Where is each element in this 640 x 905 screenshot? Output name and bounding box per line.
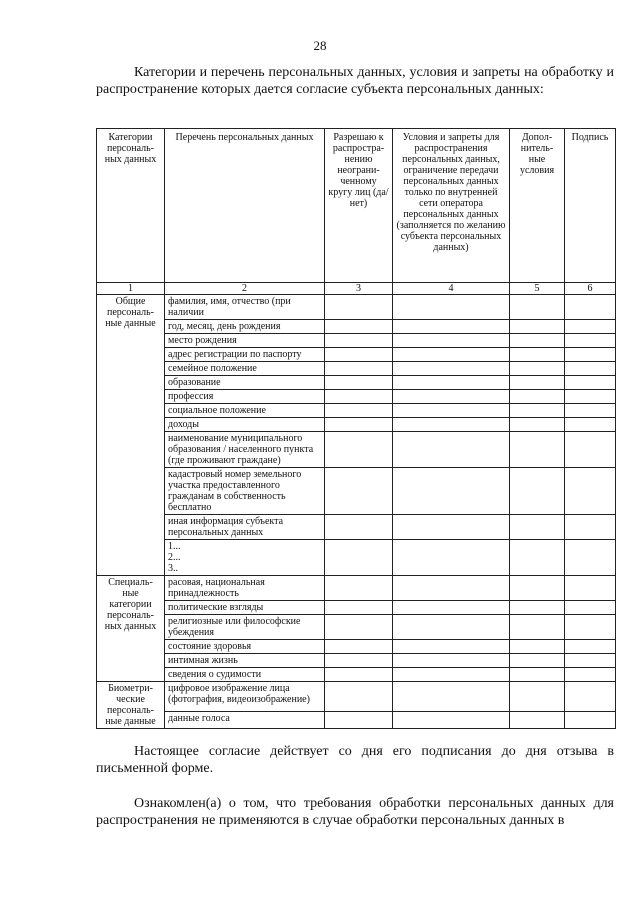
conditions-cell[interactable] (393, 362, 510, 376)
data-item-cell: сведения о судимости (165, 668, 325, 682)
additional-cell[interactable] (510, 615, 565, 640)
additional-cell[interactable] (510, 404, 565, 418)
data-item-cell: иная информация субъекта персональных данных (165, 515, 325, 540)
conditions-cell[interactable] (393, 682, 510, 712)
data-item-cell: доходы (165, 418, 325, 432)
data-item-cell: образование (165, 376, 325, 390)
header-permission: Разрешаю к распростра-нению неограни-ченному кругу лиц (да/нет) (325, 129, 393, 283)
header-additional: Допол-нитель-ные условия (510, 129, 565, 283)
signature-cell[interactable] (565, 540, 616, 576)
conditions-cell[interactable] (393, 576, 510, 601)
signature-cell[interactable] (565, 576, 616, 601)
permission-cell[interactable] (325, 540, 393, 576)
conditions-cell[interactable] (393, 418, 510, 432)
permission-cell[interactable] (325, 668, 393, 682)
table-row (97, 540, 616, 576)
conditions-cell[interactable] (393, 654, 510, 668)
conditions-cell[interactable] (393, 432, 510, 468)
table-row (97, 432, 616, 468)
signature-cell[interactable] (565, 601, 616, 615)
conditions-cell[interactable] (393, 404, 510, 418)
data-item-cell: интимная жизнь (165, 654, 325, 668)
column-number: 3 (325, 283, 393, 295)
signature-cell[interactable] (565, 404, 616, 418)
permission-cell[interactable] (325, 712, 393, 729)
permission-cell[interactable] (325, 432, 393, 468)
category-cell: Биометри-ческие персональ-ные данные (97, 682, 165, 729)
table-row (97, 668, 616, 682)
additional-cell[interactable] (510, 334, 565, 348)
data-item-cell: профессия (165, 390, 325, 404)
permission-cell[interactable] (325, 418, 393, 432)
permission-cell[interactable] (325, 654, 393, 668)
additional-cell[interactable] (510, 390, 565, 404)
permission-cell[interactable] (325, 348, 393, 362)
header-signature: Подпись (565, 129, 616, 283)
column-number: 1 (97, 283, 165, 295)
signature-cell[interactable] (565, 515, 616, 540)
table-row (97, 418, 616, 432)
column-number: 5 (510, 283, 565, 295)
table-row (97, 320, 616, 334)
data-item-cell: данные голоса (165, 712, 325, 729)
table-row (97, 515, 616, 540)
table-row (97, 362, 616, 376)
signature-cell[interactable] (565, 668, 616, 682)
data-item-cell: наименование муниципального образования / населенного пункта (где проживают граждане) (165, 432, 325, 468)
permission-cell[interactable] (325, 295, 393, 320)
permission-cell[interactable] (325, 320, 393, 334)
table-row (97, 601, 616, 615)
additional-cell[interactable] (510, 376, 565, 390)
permission-cell[interactable] (325, 615, 393, 640)
permission-cell[interactable] (325, 601, 393, 615)
additional-cell[interactable] (510, 712, 565, 729)
personal-data-table (96, 128, 616, 729)
additional-cell[interactable] (510, 418, 565, 432)
additional-cell[interactable] (510, 668, 565, 682)
additional-cell[interactable] (510, 348, 565, 362)
signature-cell[interactable] (565, 418, 616, 432)
table-row (97, 348, 616, 362)
column-number: 6 (565, 283, 616, 295)
column-number: 2 (165, 283, 325, 295)
signature-cell[interactable] (565, 348, 616, 362)
signature-cell[interactable] (565, 390, 616, 404)
table-row (97, 682, 616, 712)
table-row (97, 712, 616, 729)
additional-cell[interactable] (510, 295, 565, 320)
conditions-cell[interactable] (393, 640, 510, 654)
header-conditions: Условия и запреты для распространения персональных данных, ограничение передачи персональных данных только по внутренней сети оператора персональных данных (заполняется по желанию субъекта персональных данных) (393, 129, 510, 283)
conditions-cell[interactable] (393, 615, 510, 640)
signature-cell[interactable] (565, 615, 616, 640)
category-cell: Специаль-ные категории персональ-ных данных (97, 576, 165, 682)
table-row (97, 295, 616, 320)
additional-cell[interactable] (510, 362, 565, 376)
data-item-cell: политические взгляды (165, 601, 325, 615)
conditions-cell[interactable] (393, 540, 510, 576)
signature-cell[interactable] (565, 334, 616, 348)
table-row (97, 404, 616, 418)
permission-cell[interactable] (325, 682, 393, 712)
permission-cell[interactable] (325, 640, 393, 654)
header-data-list: Перечень персональных данных (165, 129, 325, 283)
signature-cell[interactable] (565, 654, 616, 668)
table-row (97, 390, 616, 404)
signature-cell[interactable] (565, 295, 616, 320)
permission-cell[interactable] (325, 404, 393, 418)
permission-cell[interactable] (325, 376, 393, 390)
permission-cell[interactable] (325, 390, 393, 404)
additional-cell[interactable] (510, 432, 565, 468)
table-row (97, 334, 616, 348)
table-row (97, 576, 616, 601)
data-item-cell: семейное положение (165, 362, 325, 376)
conditions-cell[interactable] (393, 376, 510, 390)
data-item-cell: место рождения (165, 334, 325, 348)
signature-cell[interactable] (565, 432, 616, 468)
data-item-cell: цифровое изображение лица (фотография, видеоизображение) (165, 682, 325, 712)
table-header-row (97, 129, 616, 283)
permission-cell[interactable] (325, 515, 393, 540)
additional-cell[interactable] (510, 515, 565, 540)
data-item-cell: расовая, национальная принадлежность (165, 576, 325, 601)
conditions-cell[interactable] (393, 334, 510, 348)
permission-cell[interactable] (325, 362, 393, 376)
category-cell: Общие персональ-ные данные (97, 295, 165, 576)
column-number-row (97, 283, 616, 295)
conditions-cell[interactable] (393, 712, 510, 729)
conditions-cell[interactable] (393, 390, 510, 404)
additional-cell[interactable] (510, 540, 565, 576)
conditions-cell[interactable] (393, 348, 510, 362)
validity-paragraph: Настоящее согласие действует со дня его подписания до дня отзыва в письменной форме. (96, 744, 614, 776)
data-item-cell: религиозные или философские убеждения (165, 615, 325, 640)
data-item-cell: состояние здоровья (165, 640, 325, 654)
data-item-cell: социальное положение (165, 404, 325, 418)
data-item-cell: фамилия, имя, отчество (при наличии (165, 295, 325, 320)
section-heading: Категории и перечень персональных данных, условия и запреты на обработку и распространение которых дается согласие субъекта персональных данных: (96, 65, 614, 97)
additional-cell[interactable] (510, 601, 565, 615)
conditions-cell[interactable] (393, 601, 510, 615)
permission-cell[interactable] (325, 468, 393, 515)
signature-cell[interactable] (565, 468, 616, 515)
signature-cell[interactable] (565, 712, 616, 729)
additional-cell[interactable] (510, 640, 565, 654)
table-row (97, 468, 616, 515)
table-row (97, 640, 616, 654)
additional-cell[interactable] (510, 654, 565, 668)
conditions-cell[interactable] (393, 515, 510, 540)
additional-cell[interactable] (510, 468, 565, 515)
header-category: Категории персональ-ных данных (97, 129, 165, 283)
data-item-cell: адрес регистрации по паспорту (165, 348, 325, 362)
column-number: 4 (393, 283, 510, 295)
signature-cell[interactable] (565, 376, 616, 390)
conditions-cell[interactable] (393, 668, 510, 682)
table-row (97, 376, 616, 390)
signature-cell[interactable] (565, 362, 616, 376)
page-number: 28 (313, 38, 327, 53)
additional-cell[interactable] (510, 320, 565, 334)
permission-cell[interactable] (325, 334, 393, 348)
conditions-cell[interactable] (393, 468, 510, 515)
table-row (97, 615, 616, 640)
conditions-cell[interactable] (393, 295, 510, 320)
table-row (97, 654, 616, 668)
data-item-cell: год, месяц, день рождения (165, 320, 325, 334)
signature-cell[interactable] (565, 640, 616, 654)
additional-cell[interactable] (510, 576, 565, 601)
signature-cell[interactable] (565, 682, 616, 712)
conditions-cell[interactable] (393, 320, 510, 334)
signature-cell[interactable] (565, 320, 616, 334)
data-item-cell: кадастровый номер земельного участка предоставленного гражданам в собственность бесплатно (165, 468, 325, 515)
acknowledgement-paragraph: Ознакомлен(а) о том, что требования обработки персональных данных для распространения не применяются в случае обработки персональных данных в (96, 796, 614, 828)
permission-cell[interactable] (325, 576, 393, 601)
additional-cell[interactable] (510, 682, 565, 712)
data-item-cell: 1... 2... 3.. (165, 540, 325, 576)
